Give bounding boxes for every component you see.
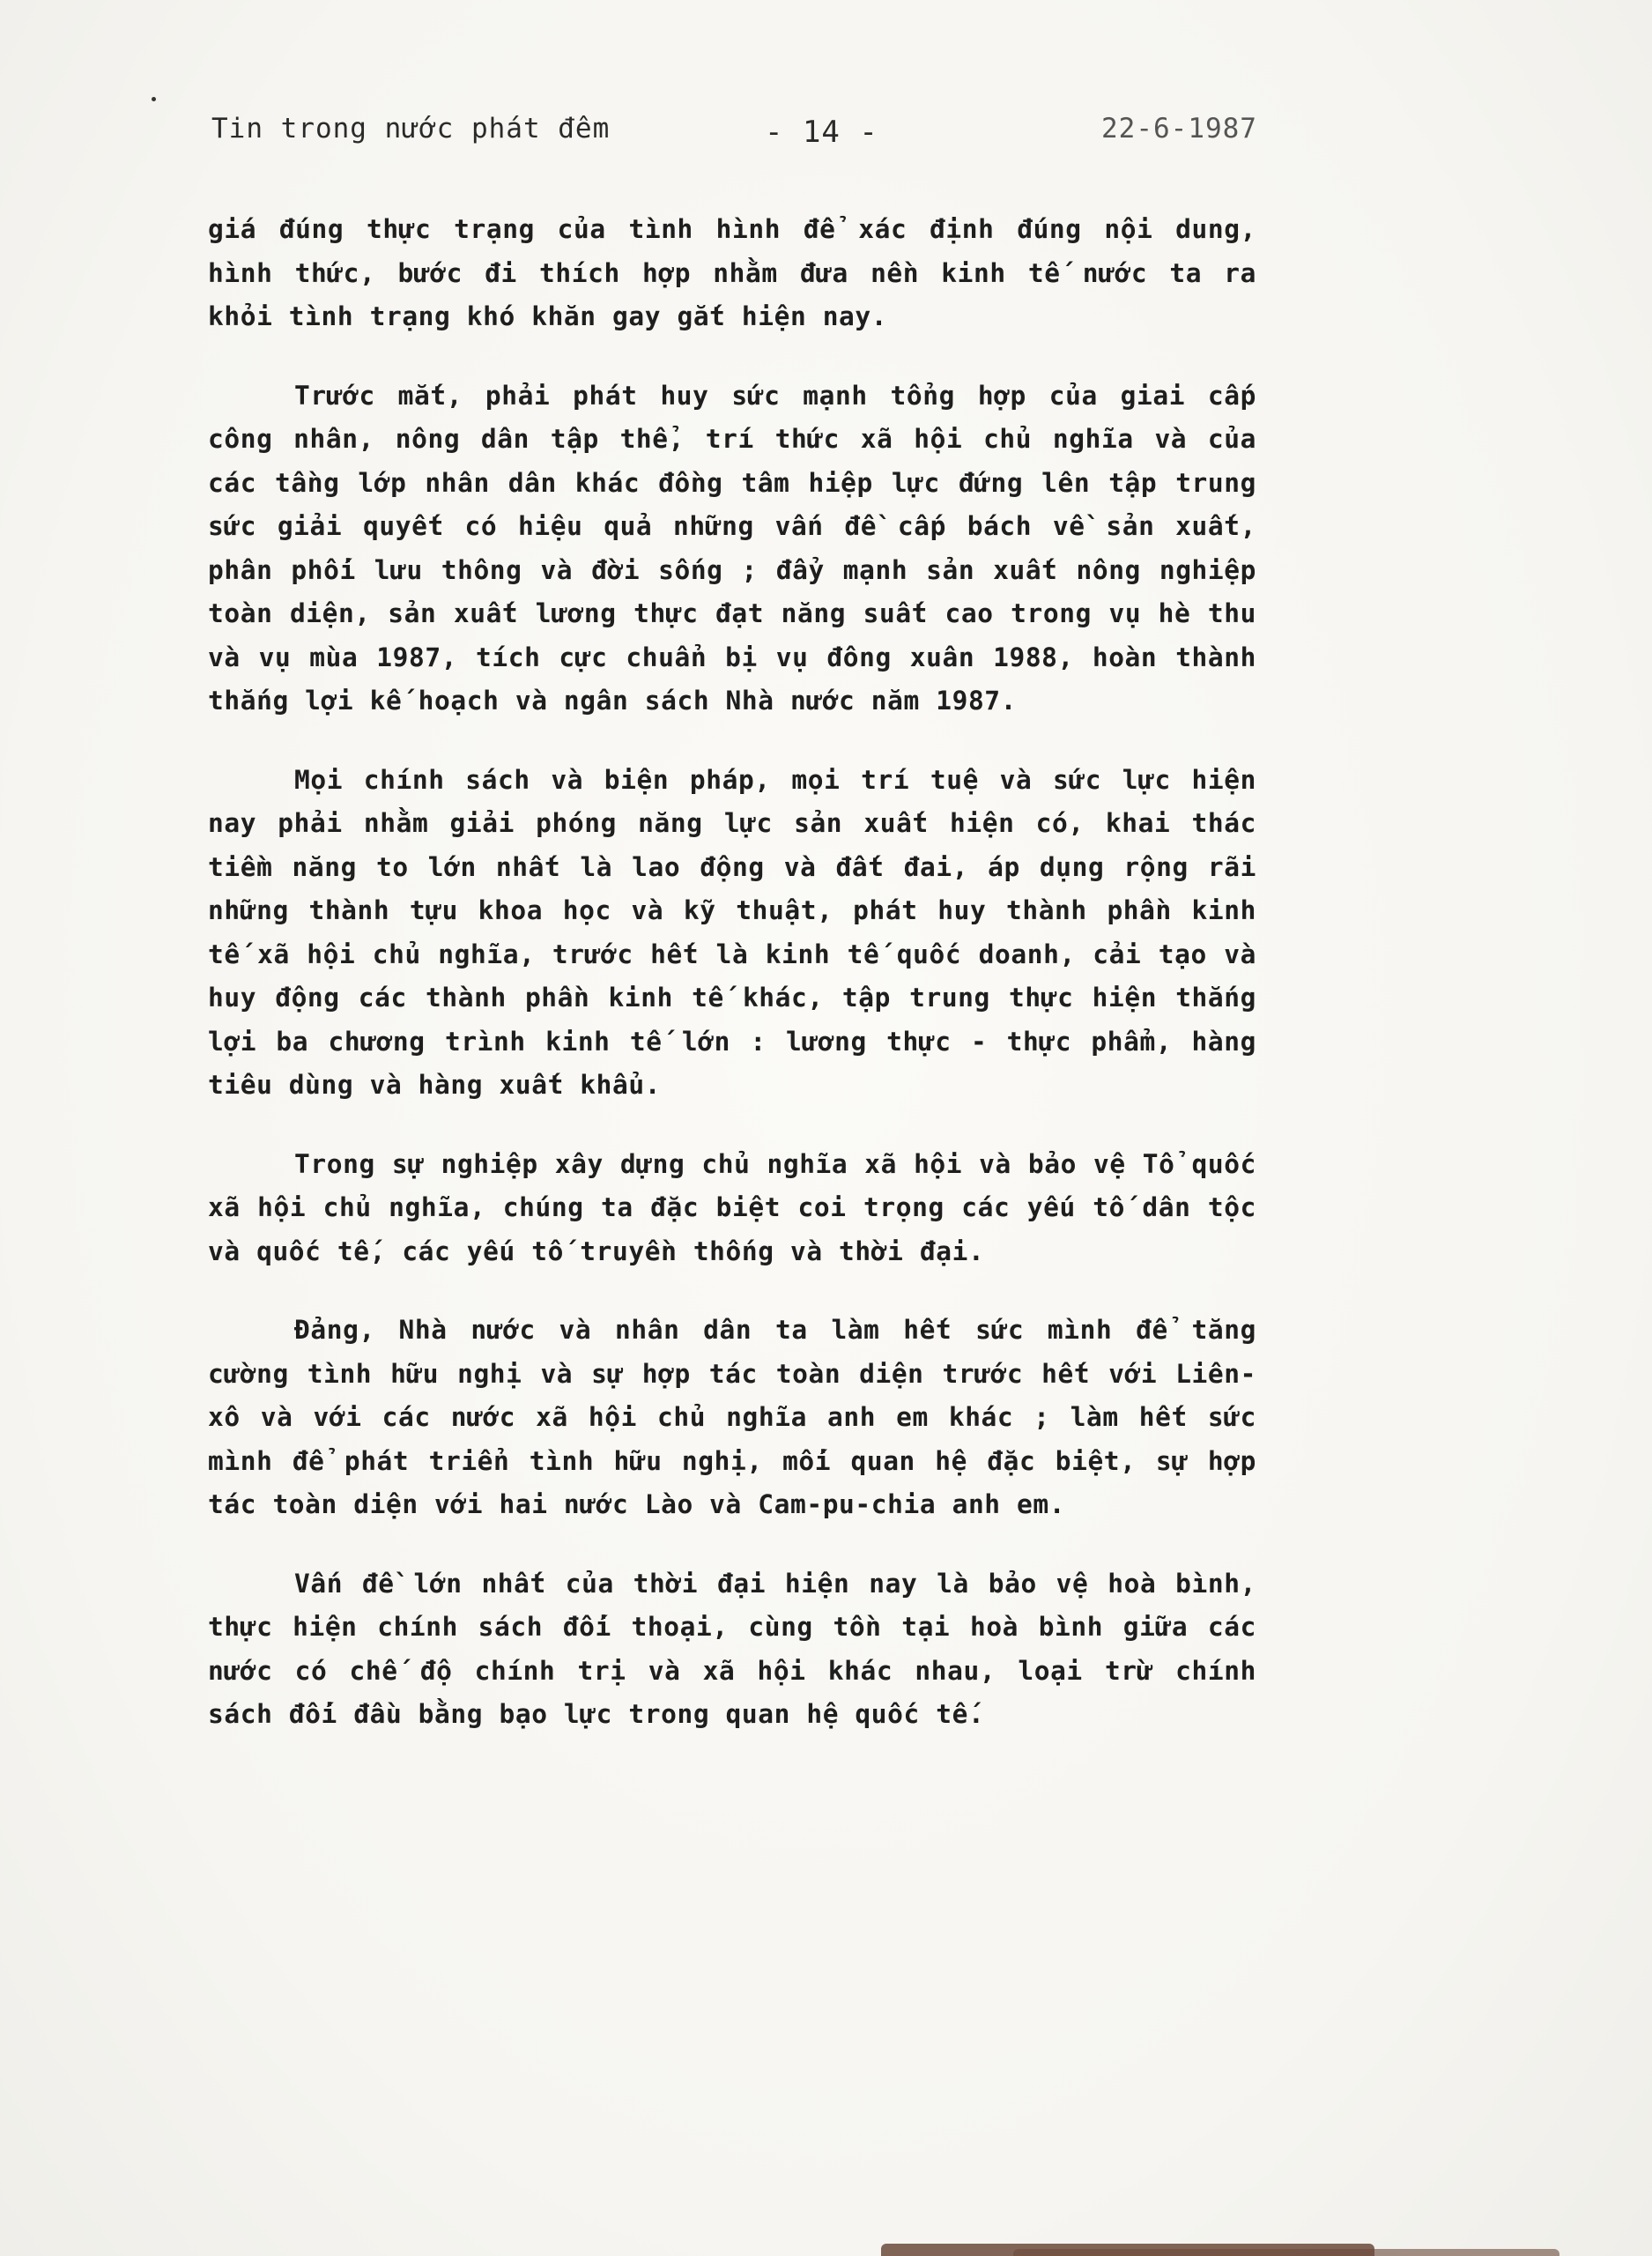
scan-edge-mark (1013, 2249, 1559, 2256)
document-body (208, 208, 1256, 1737)
header-page-number: - 14 - (765, 115, 878, 150)
paragraph-1: giá đúng thực trạng của tình hình để xác định đúng nội dung, hình thức, bước đi thích hợp nhằm đưa nền kinh tế nước ta ra khỏi tình trạng khó khăn gay gắt hiện nay. (208, 214, 1256, 331)
paragraph-2: Trước mắt, phải phát huy sức mạnh tổng hợp của giai cấp công nhân, nông dân tập thể, trí thức xã hội chủ nghĩa và của các tầng lớp nhân dân khác đồng tâm hiệp lực đứng lên tập trung sức giải quyết có hiệu quả những vấn đề cấp bách về sản xuất, phân phối lưu thông và đời sống ; đẩy mạnh sản xuất nông nghiệp toàn diện, sản xuất lương thực đạt năng suất cao trong vụ hè thu và vụ mùa 1987, tích cực chuẩn bị vụ đông xuân 1988, hoàn thành thắng lợi kế hoạch và ngân sách Nhà nước năm 1987. (208, 380, 1256, 716)
paragraph-5: Đảng, Nhà nước và nhân dân ta làm hết sức mình để tăng cường tình hữu nghị và sự hợp tác toàn diện trước hết với Liên-xô và với các nước xã hội chủ nghĩa anh em khác ; làm hết sức mình để phát triển tình hữu nghị, mối quan hệ đặc biệt, sự hợp tác toàn diện với hai nước Lào và Cam-pu-chia anh em. (208, 1315, 1256, 1519)
paragraph-6: Vấn đề lớn nhất của thời đại hiện nay là bảo vệ hoà bình, thực hiện chính sách đối thoại, cùng tồn tại hoà bình giữa các nước có chế độ chính trị và xã hội khác nhau, loại trừ chính sách đối đầu bằng bạo lực trong quan hệ quốc tế. (208, 1568, 1256, 1729)
page-header (211, 113, 1286, 157)
speck-mark (152, 97, 156, 101)
header-source: Tin trong nước phát đêm (211, 113, 611, 145)
paragraph-3: Mọi chính sách và biện pháp, mọi trí tuệ và sức lực hiện nay phải nhằm giải phóng năng lực sản xuất hiện có, khai thác tiềm năng to lớn nhất là lao động và đất đai, áp dụng rộng rãi những thành tựu khoa học và kỹ thuật, phát huy thành phần kinh tế xã hội chủ nghĩa, trước hết là kinh tế quốc doanh, cải tạo và huy động các thành phần kinh tế khác, tập trung thực hiện thắng lợi ba chương trình kinh tế lớn : lương thực - thực phẩm, hàng tiêu dùng và hàng xuất khẩu. (208, 764, 1256, 1100)
paragraph-4: Trong sự nghiệp xây dựng chủ nghĩa xã hội và bảo vệ Tổ quốc xã hội chủ nghĩa, chúng ta đặc biệt coi trọng các yếu tố dân tộc và quốc tế, các yếu tố truyền thống và thời đại. (208, 1148, 1256, 1266)
header-date: 22-6-1987 (1101, 113, 1257, 145)
